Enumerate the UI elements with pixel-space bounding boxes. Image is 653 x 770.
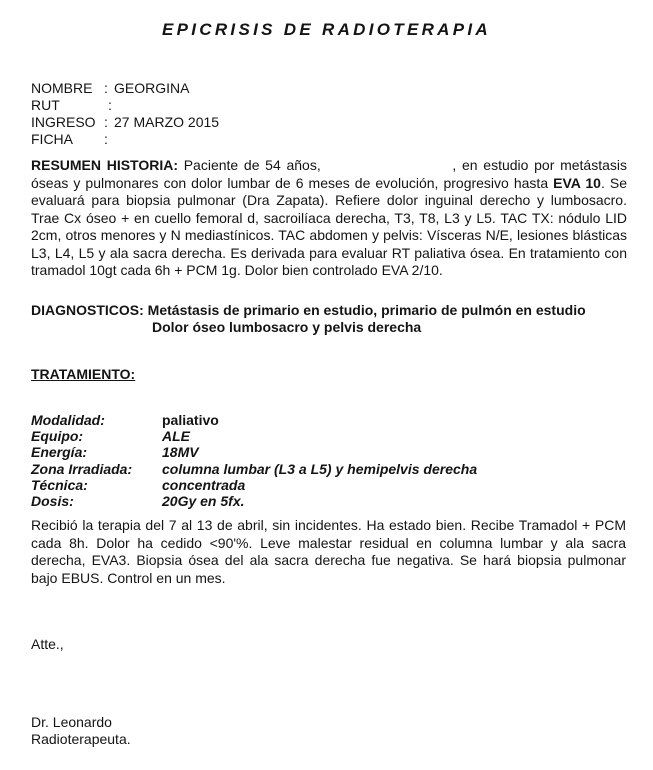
resumen-text-2: , en estudio por metástasis óseas y pulmonares con dolor lumbar de 6 meses de evolución, progresivo hasta bbox=[31, 157, 627, 191]
evolucion-paragraph: Recibió la terapia del 7 al 13 de abril, sin incidentes. Ha estado bien. Recibe Tramadol + PCM cada 8h. Dolor ha cedido <90'%. Leve malestar residual en columna lumbar y ala sacra derecha, EVA3. Biopsia ósea del ala sacra derecha fue negativa. Se hará biopsia pulmonar bajo EBUS. Control en un mes. bbox=[31, 517, 626, 586]
document-title: EPICRISIS DE RADIOTERAPIA bbox=[161, 20, 492, 39]
field-label: RUT bbox=[31, 97, 60, 113]
diagnosticos bbox=[31, 302, 586, 336]
treatment-row-equipo bbox=[31, 428, 477, 444]
field-value: 27 MARZO 2015 bbox=[114, 114, 220, 130]
treatment-value: paliativo bbox=[162, 412, 219, 428]
treatment-value: concentrada bbox=[162, 476, 246, 493]
treatment-value: columna lumbar (L3 a L5) y hemipelvis derecha bbox=[162, 460, 478, 477]
field-nombre bbox=[31, 80, 219, 97]
diagnostico-line-1 bbox=[31, 302, 586, 319]
treatment-label: Dosis: bbox=[31, 492, 74, 509]
resumen-text-1: Paciente de 54 años, bbox=[178, 157, 327, 173]
closing: Atte., bbox=[31, 636, 64, 652]
signature-block bbox=[31, 714, 131, 748]
treatment-value: ALE bbox=[162, 428, 190, 445]
resumen-label: RESUMEN HISTORIA: bbox=[31, 157, 179, 173]
field-colon: : bbox=[108, 97, 112, 113]
treatment-row-energia bbox=[31, 444, 477, 460]
treatment-row-tecnica bbox=[31, 477, 477, 493]
treatment-value: 20Gy en 5fx. bbox=[162, 492, 245, 509]
signature-name: Dr. Leonardo bbox=[31, 714, 112, 730]
field-label: INGRESO bbox=[31, 114, 96, 130]
field-colon: : bbox=[104, 80, 108, 96]
treatment-label: Modalidad: bbox=[31, 412, 105, 428]
field-rut bbox=[31, 97, 219, 114]
treatment-label: Técnica: bbox=[31, 476, 88, 493]
tratamiento-heading: TRATAMIENTO: bbox=[31, 366, 136, 382]
diagnostico-1: Metástasis de primario en estudio, primario de pulmón en estudio bbox=[147, 302, 586, 318]
field-colon: : bbox=[104, 131, 108, 147]
field-value: GEORGINA bbox=[114, 80, 190, 96]
patient-header bbox=[31, 80, 219, 148]
treatment-label: Energía: bbox=[31, 444, 88, 461]
signature-role: Radioterapeuta. bbox=[31, 731, 131, 747]
treatment-label: Equipo: bbox=[31, 428, 84, 445]
field-label: NOMBRE bbox=[31, 80, 93, 96]
treatment-row-dosis bbox=[31, 493, 477, 509]
field-colon: : bbox=[104, 114, 108, 130]
tratamiento-table bbox=[31, 412, 477, 509]
diagnosticos-label: DIAGNOSTICOS: bbox=[31, 302, 144, 318]
diagnostico-2: Dolor óseo lumbosacro y pelvis derecha bbox=[152, 319, 422, 335]
resumen-text-3: . Se evaluará para biopsia pulmonar (Dra Zapata). Refiere dolor inguinal derecho y lumbosacro. Trae Cx óseo + en cuello femoral d, sacroilíaca derecha, T3, T8, L3 y L5. TAC TX: nódulo LID 2cm, otros menores y N mediastínicos. TAC abdomen y pelvis: Vísceras N/E, lesiones blásticas L3, L4, L5 y ala sacra derecha. Es derivada para evaluar RT paliativa ósea. En tratamiento con tramadol 10gt cada 6h + PCM 1g. Dolor bien controlado EVA 2/10. bbox=[31, 174, 627, 278]
eva-score: EVA 10 bbox=[553, 174, 601, 191]
treatment-row-modalidad bbox=[31, 412, 477, 428]
treatment-value: 18MV bbox=[162, 444, 199, 461]
field-label: FICHA bbox=[31, 131, 73, 147]
field-ingreso bbox=[31, 114, 219, 131]
field-ficha bbox=[31, 131, 219, 148]
resumen-historia bbox=[31, 157, 627, 280]
treatment-row-zona bbox=[31, 461, 477, 477]
treatment-label: Zona Irradiada: bbox=[31, 460, 133, 477]
